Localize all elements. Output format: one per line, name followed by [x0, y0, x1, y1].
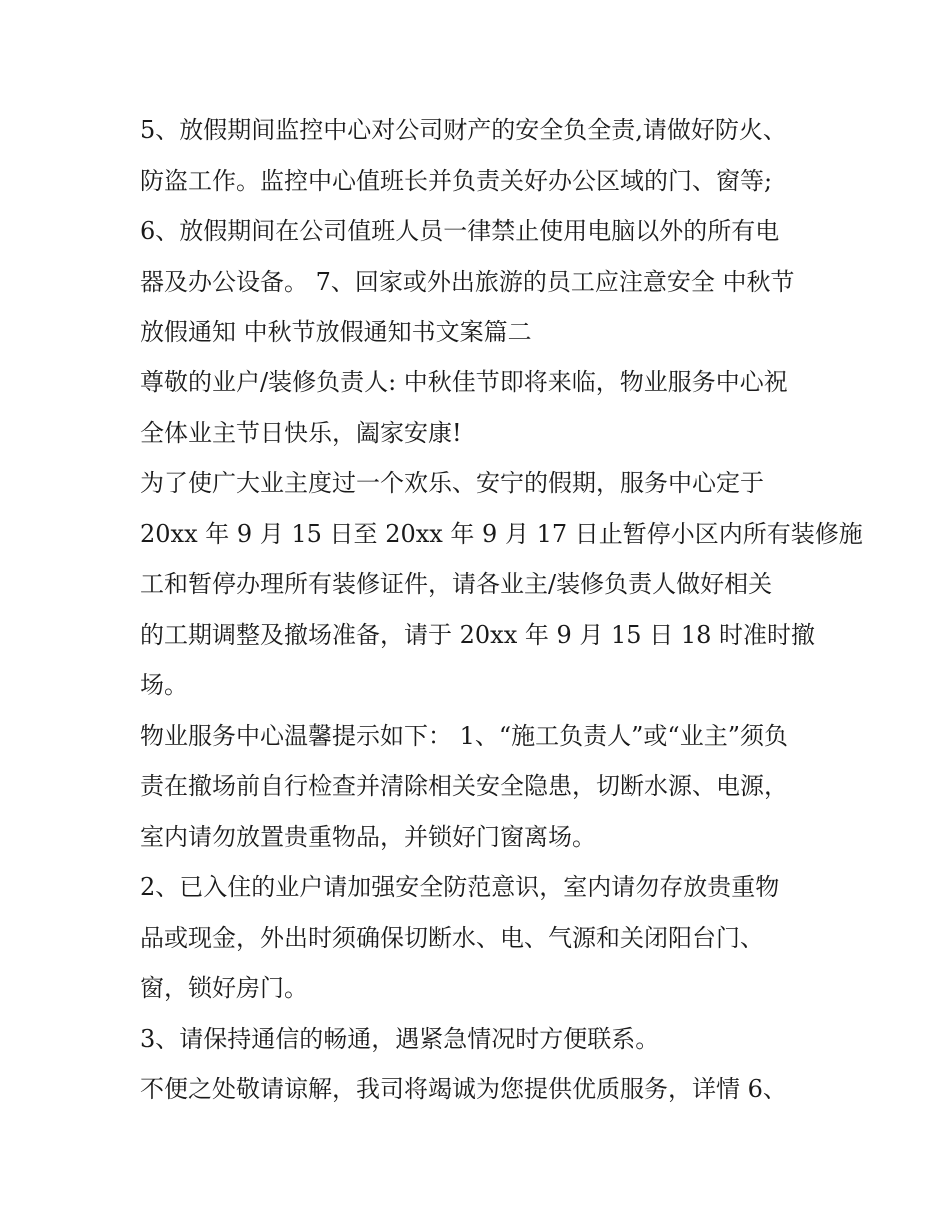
text-line: 物业服务中心温馨提示如下： 1、“施工负责人”或“业主”须负 — [140, 722, 788, 750]
text-line: 6、放假期间在公司值班人员一律禁止使用电脑以外的所有电 — [140, 217, 780, 245]
text-line: 窗，锁好房门。 — [140, 974, 308, 1002]
text-line: 3、请保持通信的畅通，遇紧急情况时方便联系。 — [140, 1025, 660, 1053]
text-line: 2、已入住的业户请加强安全防范意识，室内请勿存放贵重物 — [140, 873, 780, 901]
text-line: 的工期调整及撤场准备，请于 20xx 年 9 月 15 日 18 时准时撤 — [140, 621, 815, 649]
text-line: 器及办公设备。 7、回家或外出旅游的员工应注意安全 中秋节 — [140, 268, 795, 296]
text-line: 不便之处敬请谅解，我司将竭诚为您提供优质服务，详情 6、 — [140, 1075, 787, 1103]
text-line: 放假通知 中秋节放假通知书文案篇二 — [140, 318, 532, 346]
text-line: 全体业主节日快乐，阖家安康! — [140, 419, 462, 447]
text-line: 尊敬的业户/装修负责人: 中秋佳节即将来临，物业服务中心祝 — [140, 368, 788, 396]
text-line: 责在撤场前自行检查并清除相关安全隐患，切断水源、电源， — [140, 772, 788, 800]
text-line: 为了使广大业主度过一个欢乐、安宁的假期，服务中心定于 — [140, 469, 764, 497]
text-line: 品或现金，外出时须确保切断水、电、气源和关闭阳台门、 — [140, 924, 764, 952]
text-line: 5、放假期间监控中心对公司财产的安全负全责,请做好防火、 — [140, 116, 787, 144]
text-line: 20xx 年 9 月 15 日至 20xx 年 9 月 17 日止暂停小区内所有装修施 — [140, 520, 863, 548]
text-line: 工和暂停办理所有装修证件，请各业主/装修负责人做好相关 — [140, 570, 773, 598]
text-line: 室内请勿放置贵重物品，并锁好门窗离场。 — [140, 823, 596, 851]
text-line: 场。 — [140, 671, 188, 699]
text-line: 防盗工作。监控中心值班长并负责关好办公区域的门、窗等; — [140, 167, 773, 195]
